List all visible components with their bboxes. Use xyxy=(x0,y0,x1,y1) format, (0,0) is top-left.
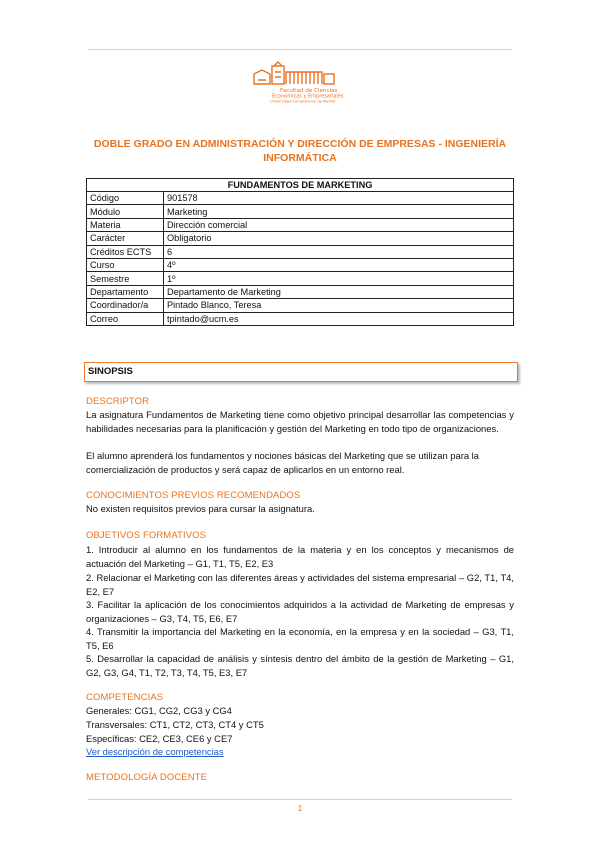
table-row xyxy=(87,285,514,298)
row-key: Correo xyxy=(87,312,164,325)
page-number: 1 xyxy=(297,804,303,813)
objetivo-item-5: 5. Desarrollar la capacidad de análisis y síntesis dentro del ámbito de la gestión de Marketing – G1, G2, G3, G4, T1, T2, T3, T4, T5, E3, E7 xyxy=(86,653,514,678)
metodologia-heading: METODOLOGÍA DOCENTE xyxy=(86,772,208,783)
row-value: Marketing xyxy=(164,205,514,218)
row-value: tpintado@ucm.es xyxy=(164,312,514,325)
table-row xyxy=(87,245,514,258)
table-row xyxy=(87,218,514,231)
objetivo-item-2: 2. Relacionar el Marketing con las diferentes áreas y actividades del sistema empresarial – G2, T1, T4, E2, E7 xyxy=(86,572,514,597)
descriptor-paragraph-1: La asignatura Fundamentos de Marketing tiene como objetivo principal desarrollar las competencias y habilidades necesarias para la planificación y gestión del Marketing en todo tipo de organizaciones. xyxy=(86,409,514,434)
row-value: 901578 xyxy=(164,192,514,205)
row-key: Código xyxy=(87,192,164,205)
competencias-link[interactable]: Ver descripción de competencias xyxy=(86,746,224,757)
descriptor-heading: DESCRIPTOR xyxy=(86,396,150,407)
row-value: 1º xyxy=(164,272,514,285)
table-row xyxy=(87,272,514,285)
table-row xyxy=(87,205,514,218)
logo-line-1: Facultad de Ciencias xyxy=(280,88,338,94)
course-info-table xyxy=(86,178,514,326)
row-key: Semestre xyxy=(87,272,164,285)
row-key: Carácter xyxy=(87,232,164,245)
competencias-generales: Generales: CG1, CG2, CG3 y CG4 xyxy=(86,705,232,716)
row-value: Dirección comercial xyxy=(164,218,514,231)
logo-line-2: Económicas y Empresariales xyxy=(272,93,344,100)
table-row xyxy=(87,232,514,245)
conocimientos-heading: CONOCIMIENTOS PREVIOS RECOMENDADOS xyxy=(86,490,301,501)
row-value: Departamento de Marketing xyxy=(164,285,514,298)
faculty-logo xyxy=(250,60,350,104)
competencias-transversales: Transversales: CT1, CT2, CT3, CT4 y CT5 xyxy=(86,719,264,730)
footer-rule xyxy=(88,799,512,800)
page-title: DOBLE GRADO EN ADMINISTRACIÓN Y DIRECCIÓN DE EMPRESAS - INGENIERÍA INFORMÁTICA xyxy=(93,138,507,164)
competencias-especificas: Específicas: CE2, CE3, CE6 y CE7 xyxy=(86,733,233,744)
table-row xyxy=(87,258,514,271)
header-rule xyxy=(88,49,512,50)
objetivos-heading: OBJETIVOS FORMATIVOS xyxy=(86,530,207,541)
row-value: Pintado Blanco, Teresa xyxy=(164,299,514,312)
row-value: 4º xyxy=(164,258,514,271)
objetivo-item-4: 4. Transmitir la importancia del Marketing en la economía, en la empresa y en la sociedad – G3, T1, T5, E6 xyxy=(86,626,514,651)
sinopsis-banner xyxy=(84,362,518,382)
row-value: 6 xyxy=(164,245,514,258)
table-row xyxy=(87,312,514,325)
table-row xyxy=(87,192,514,205)
row-key: Materia xyxy=(87,218,164,231)
faculty-logo-graphic xyxy=(250,60,350,104)
row-key: Módulo xyxy=(87,205,164,218)
table-header: FUNDAMENTOS DE MARKETING xyxy=(87,179,514,192)
row-key: Departamento xyxy=(87,285,164,298)
row-value: Obligatorio xyxy=(164,232,514,245)
row-key: Coordinador/a xyxy=(87,299,164,312)
row-key: Créditos ECTS xyxy=(87,245,164,258)
descriptor-paragraph-2: El alumno aprenderá los fundamentos y nociones básicas del Marketing que se utilizan para la comercialización de productos y será capaz de aplicarlos en un entorno real. xyxy=(86,450,479,475)
sinopsis-heading: SINOPSIS xyxy=(88,366,133,377)
objetivo-item-1: 1. Introducir al alumno en los fundamentos de la materia y en los conceptos y mecanismos de actuación del Marketing – G1, T1, T5, E2, E3 xyxy=(86,544,514,569)
competencias-heading: COMPETENCIAS xyxy=(86,692,164,703)
objetivo-item-3: 3. Facilitar la aplicación de los conocimientos adquiridos a la actividad de Marketing de empresas y organizaciones – G3, T4, T5, E6, E7 xyxy=(86,599,514,624)
logo-line-3: Universidad Complutense de Madrid xyxy=(270,99,336,104)
row-key: Curso xyxy=(87,258,164,271)
conocimientos-text: No existen requisitos previos para cursar la asignatura. xyxy=(86,503,315,514)
table-row xyxy=(87,299,514,312)
